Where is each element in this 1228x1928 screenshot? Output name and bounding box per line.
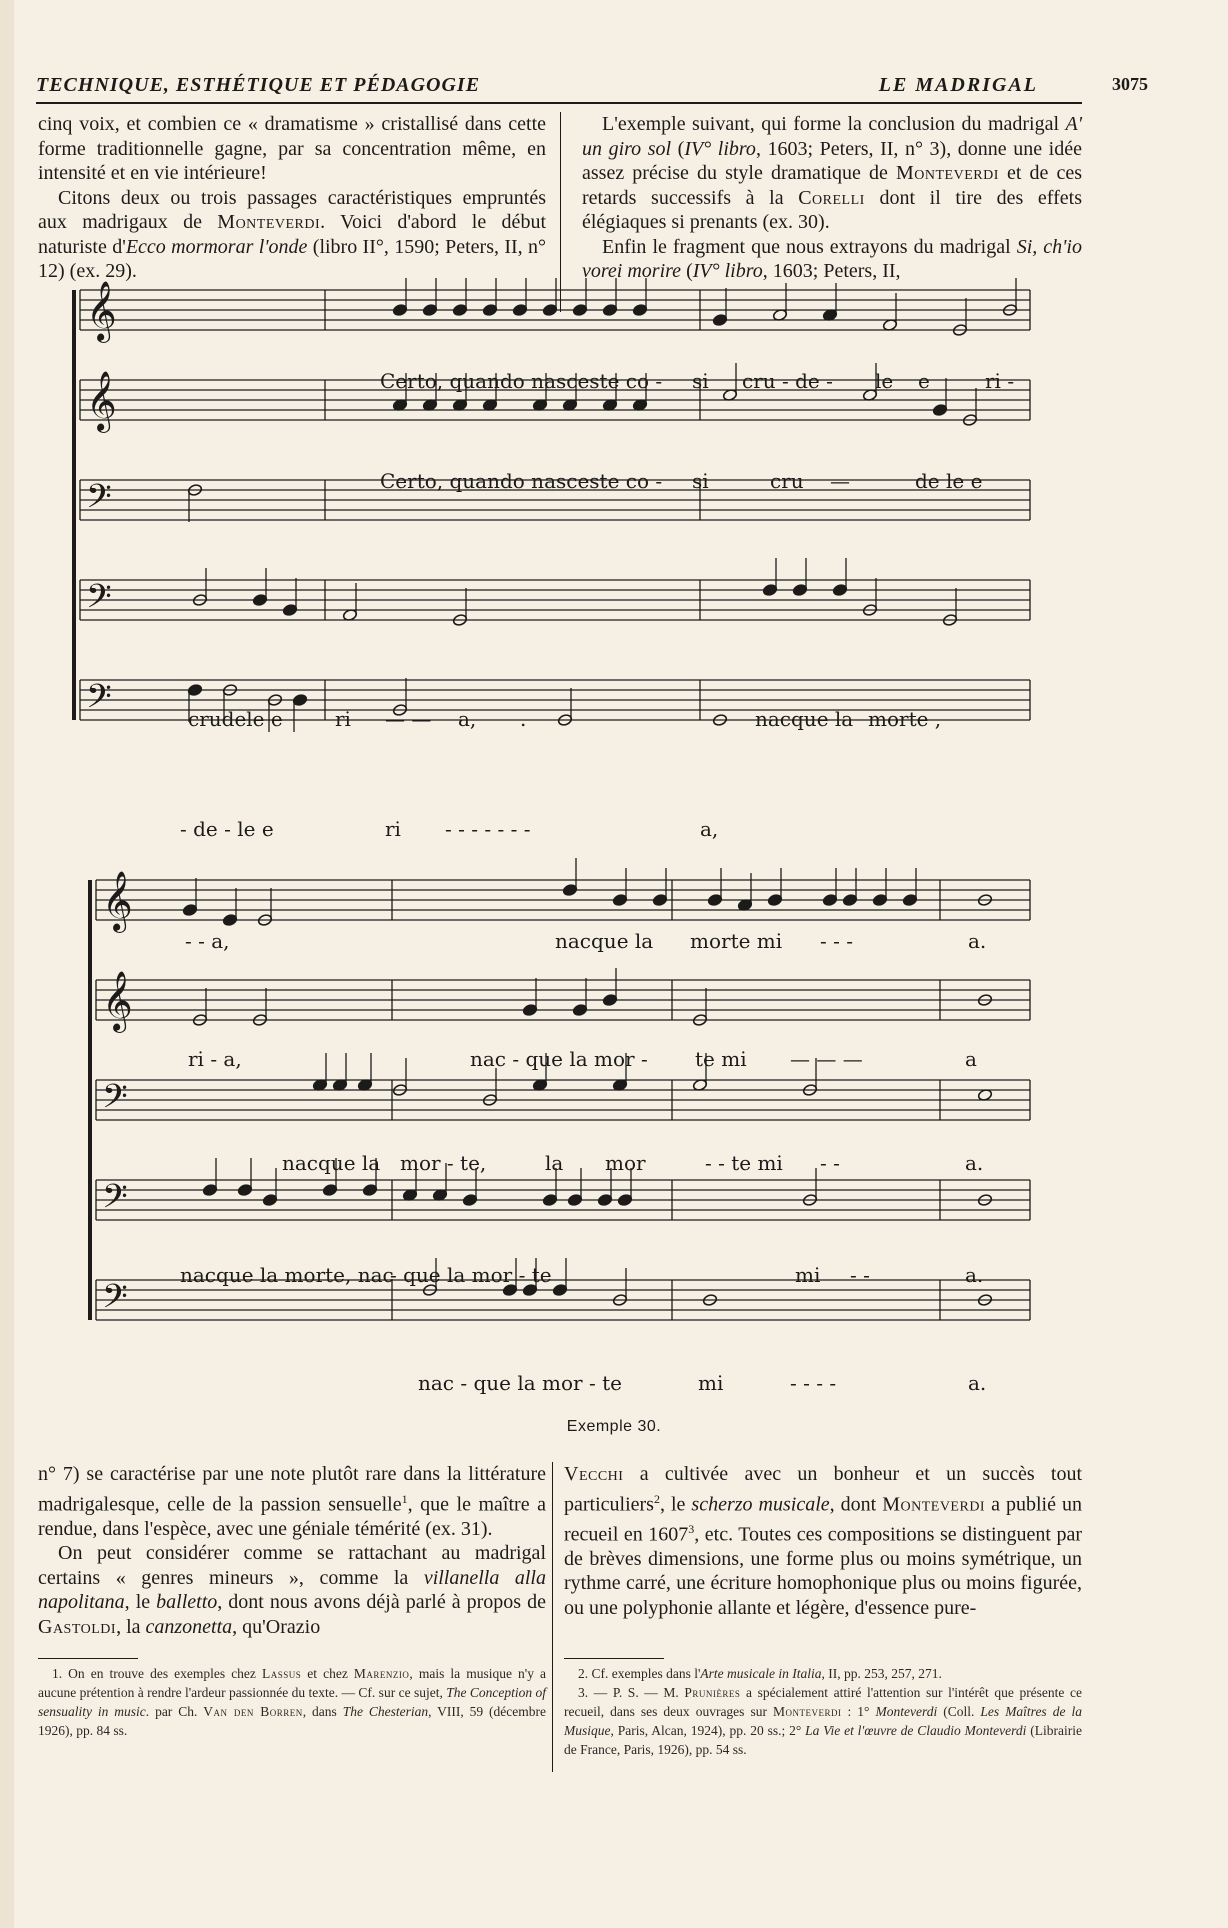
lyric-syllable: Certo, quando nasceste co - [380,469,663,493]
footnote-rule [564,1658,664,1659]
lyric-syllable: - - [850,1263,870,1287]
bottom-right-column [564,1462,1082,1620]
lyric-syllable: mor [605,1151,646,1175]
column-divider [552,1462,553,1772]
lyric-syllable: la [545,1151,564,1175]
treble-clef: 𝄞 [102,871,133,931]
lyric-syllable: Certo, quando nasceste co - [380,369,663,393]
lyric-syllable: cru - de - [742,369,833,393]
lyric-syllable: - - - - [790,1371,837,1395]
bass-clef: 𝄢 [86,578,112,624]
lyric-syllable: a. [968,929,987,953]
footnote: 3. — P. S. — M. Prunières a spécialement attiré l'attention sur l'intérêt que présente ce recueil, dans ses deux ouvrages sur Monteverdi : 1° Monteverdi (Coll. Les Maîtres de la Musique, Paris, Alcan, 1924), pp. 20 ss.; 2° La Vie et l'œuvre de Claudio Monteverdi (Librairie de France, Paris, 1926), pp. 54 ss. [564,1685,1082,1757]
bass-clef: 𝄢 [102,1278,128,1324]
lyric-syllable: - - - [820,929,853,953]
lyric-syllable: nacque la [755,707,854,731]
example-caption: Exemple 30. [566,1418,662,1435]
lyric-syllable: cru [770,469,804,493]
paragraph: Enfin le fragment que nous extrayons du madrigal Si, ch'io vorei morire (IV° libro, 1603; Peters, II, [582,235,1082,282]
lyric-syllable: nac - que la mor - [470,1047,648,1071]
lyric-syllable: ri [335,707,351,731]
paragraph: cinq voix, et combien ce « dramatisme » cristallisé dans cette forme traditionnelle gagne, par sa concentration même, en intensité et en vie intérieure! [38,113,546,184]
lyric-syllable: — — — [790,1047,863,1071]
lyric-syllable: nacque la [282,1151,381,1175]
lyric-syllable: crudele e [188,707,283,731]
treble-clef: 𝄞 [102,971,133,1031]
lyric-syllable: mi [698,1371,724,1395]
lyric-syllable: si [692,369,709,393]
footnote-rule [38,1658,138,1659]
lyric-syllable: . [520,707,527,731]
lyric-syllable: e [918,369,930,393]
lyric-syllable: nac - que la mor - te [418,1371,622,1395]
lyric-syllable: a. [968,1371,987,1395]
lyric-syllable: mor - te, [400,1151,487,1175]
lyric-syllable: - - - - - - - [445,817,531,841]
lyric-syllable: a. [965,1263,984,1287]
footnote: 2. Cf. exemples dans l'Arte musicale in Italia, II, pp. 253, 257, 271. [578,1666,942,1681]
lyric-syllable: ri - a, [188,1047,242,1071]
lyric-syllable: te mi [695,1047,747,1071]
lyric-syllable: mi [795,1263,821,1287]
lyric-syllable: a [965,1047,977,1071]
footnotes-right [564,1664,1082,1759]
lyric-syllable: nacque la morte, nac [180,1263,394,1287]
lyric-syllable: - que la mor - te [390,1263,552,1287]
lyric-syllable: morte , [868,707,942,731]
treble-clef: 𝄞 [86,281,117,341]
lyric-syllable: nacque la [555,929,654,953]
lyric-syllable: si [692,469,709,493]
bass-clef: 𝄢 [102,1178,128,1224]
lyric-syllable: - - a, [185,929,230,953]
lyric-syllable: morte mi [690,929,783,953]
footnote-ref: 1 [401,1491,408,1506]
paragraph: L'exemple suivant, qui forme la conclusion du madrigal A' un giro sol (IV° libro, 1603; Peters, II, n° 3), donne une idée assez précise du style dramatique de Monteverdi et de ces retards successifs à la Corelli dont il tire des effets élégiaques si prenants (ex. 30). [582,113,1082,233]
treble-clef: 𝄞 [86,371,117,431]
footnote-ref: 3 [688,1521,695,1536]
footnotes-left [38,1664,546,1740]
bass-clef: 𝄢 [86,478,112,524]
lyric-syllable: a, [458,707,477,731]
page-number: 3075 [1112,74,1148,94]
paragraph: Citons deux ou trois passages caractéristiques empruntés aux madrigaux de Monteverdi. Voici d'abord le début naturiste d'Ecco mormorar l'onde (libro II°, 1590; Peters, II, n° 12) (ex. 29). [38,186,546,282]
paragraph: n° 7) se caractérise par une note plutôt rare dans la littérature madrigalesque, celle de la passion sensuelle$^1$, que le maître a rendue, dans l'espèce, avec une géniale témérité (ex. 31). [38,1463,546,1540]
lyric-syllable: le [875,369,894,393]
running-head-left: TECHNIQUE, ESTHÉTIQUE ET PÉDAGOGIE [36,74,481,96]
footnote-ref: 2 [653,1491,660,1506]
lyric-syllable: ri - [985,369,1015,393]
running-head-right: LE MADRIGAL [878,74,1038,96]
lyric-syllable: - de - le e [180,817,274,841]
lyric-syllable: a. [965,1151,984,1175]
lyric-syllable: - - te mi [705,1151,783,1175]
lyric-syllable: de le e [915,469,983,493]
paragraph: Vecchi a cultivée avec un bonheur et un succès tout particuliers$^2$, le scherzo musicale, dont Monteverdi a publié un recueil en 1607$^3$, etc. Toutes ces compositions se distinguent par de brèves dimensions, une forme plus ou moins symétrique, un rythme carré, une écriture homophonique plus ou moins figurée, ou une polyphonie allante et légère, d'essence pure- [564,1463,1083,1619]
lyric-syllable: - - [820,1151,840,1175]
lyric-syllable: ri [385,817,401,841]
lyric-syllable: — — [385,707,432,731]
footnote: 1. On en trouve des exemples chez Lassus et chez Marenzio, mais la musique n'y a aucune prétention à rendre l'ardeur passionnée du texte. — Cf. sur ce sujet, The Conception of sensuality in music. par Ch. Van den Borren, dans The Chesterian, VIII, 59 (décembre 1926), pp. 84 ss. [38,1666,547,1738]
bass-clef: 𝄢 [86,678,112,724]
lyric-syllable: a, [700,817,719,841]
bass-clef: 𝄢 [102,1078,128,1124]
bottom-left-column [38,1462,546,1639]
paragraph: On peut considérer comme se rattachant au madrigal certains « genres mineurs », comme la villanella alla napolitana, le balletto, dont nous avons déjà parlé à propos de Gastoldi, la canzonetta, qu'Orazio [38,1542,546,1638]
lyric-syllable: — [830,469,850,493]
